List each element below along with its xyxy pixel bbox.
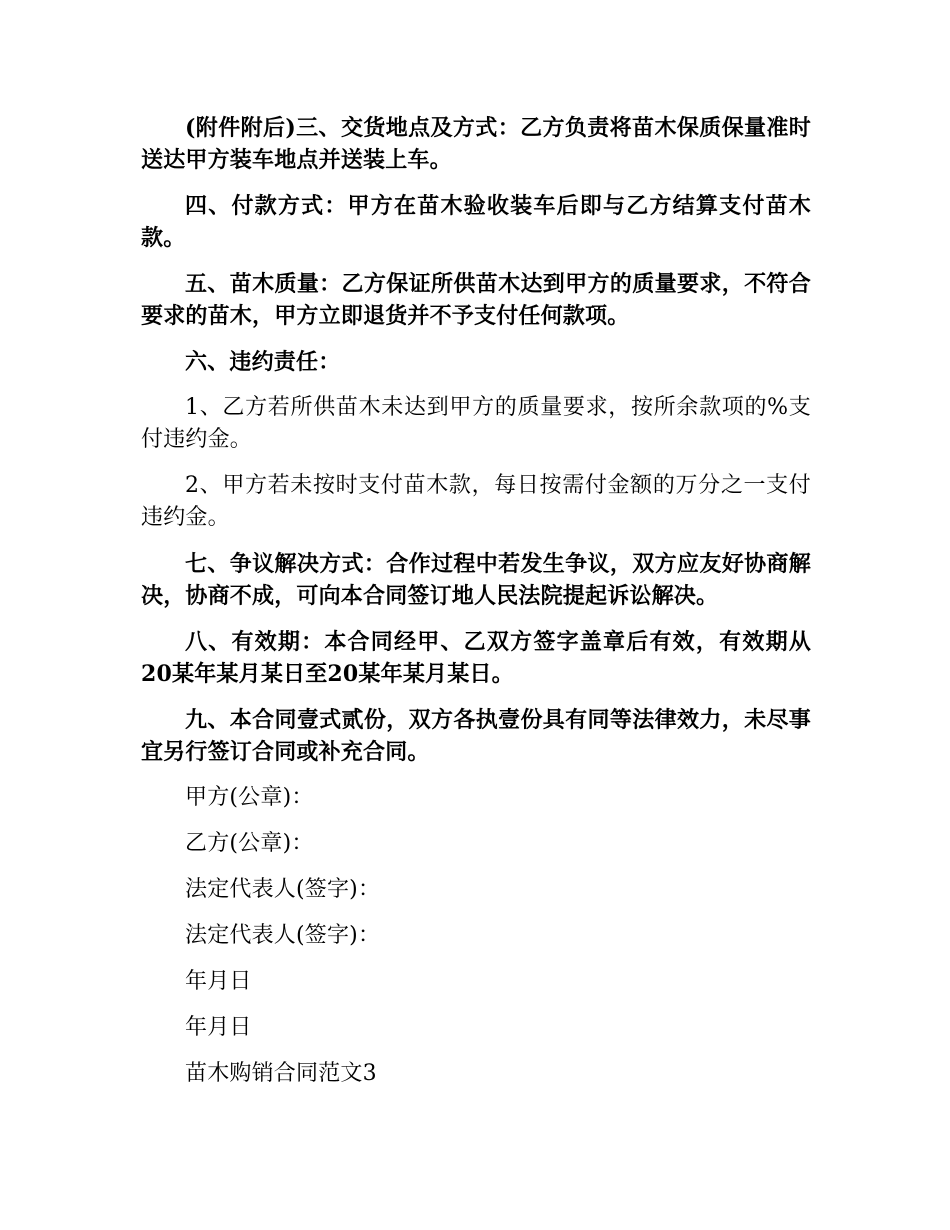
next-section-title: 苗木购销合同范文3	[185, 1061, 377, 1086]
date-line-b: 年月日	[185, 1015, 252, 1040]
clause-liability-heading: 六、违约责任：	[185, 349, 341, 375]
party-b-seal: 乙方(公章)：	[185, 831, 314, 856]
liability-item-2: 2、甲方若未按时支付苗木款，每日按需付金额的万分之一支付违约金。	[141, 473, 811, 530]
clause-quality: 五、苗木质量：乙方保证所供苗木达到甲方的质量要求，不符合要求的苗木，甲方立即退货并不予支付任何款项。	[141, 271, 811, 329]
clause-payment: 四、付款方式：甲方在苗木验收装车后即与乙方结算支付苗木款。	[141, 193, 811, 251]
document-body	[141, 112, 811, 1104]
legal-rep-signature-a: 法定代表人(签字)：	[185, 877, 381, 902]
party-a-seal: 甲方(公章)：	[185, 785, 314, 810]
clause-copies: 九、本合同壹式贰份，双方各执壹份具有同等法律效力，未尽事宜另行签订合同或补充合同。	[141, 707, 811, 765]
liability-item-1: 1、乙方若所供苗木未达到甲方的质量要求，按所余款项的%支付违约金。	[141, 395, 811, 452]
clause-dispute: 七、争议解决方式：合作过程中若发生争议，双方应友好协商解决，协商不成，可向本合同签订地人民法院提起诉讼解决。	[141, 551, 811, 609]
date-line-a: 年月日	[185, 969, 252, 994]
clause-validity: 八、有效期：本合同经甲、乙双方签字盖章后有效，有效期从20某年某月某日至20某年某月某日。	[141, 629, 811, 687]
clause-delivery: (附件附后)三、交货地点及方式：乙方负责将苗木保质保量准时送达甲方装车地点并送装上车。	[141, 115, 811, 173]
legal-rep-signature-b: 法定代表人(签字)：	[185, 923, 381, 948]
